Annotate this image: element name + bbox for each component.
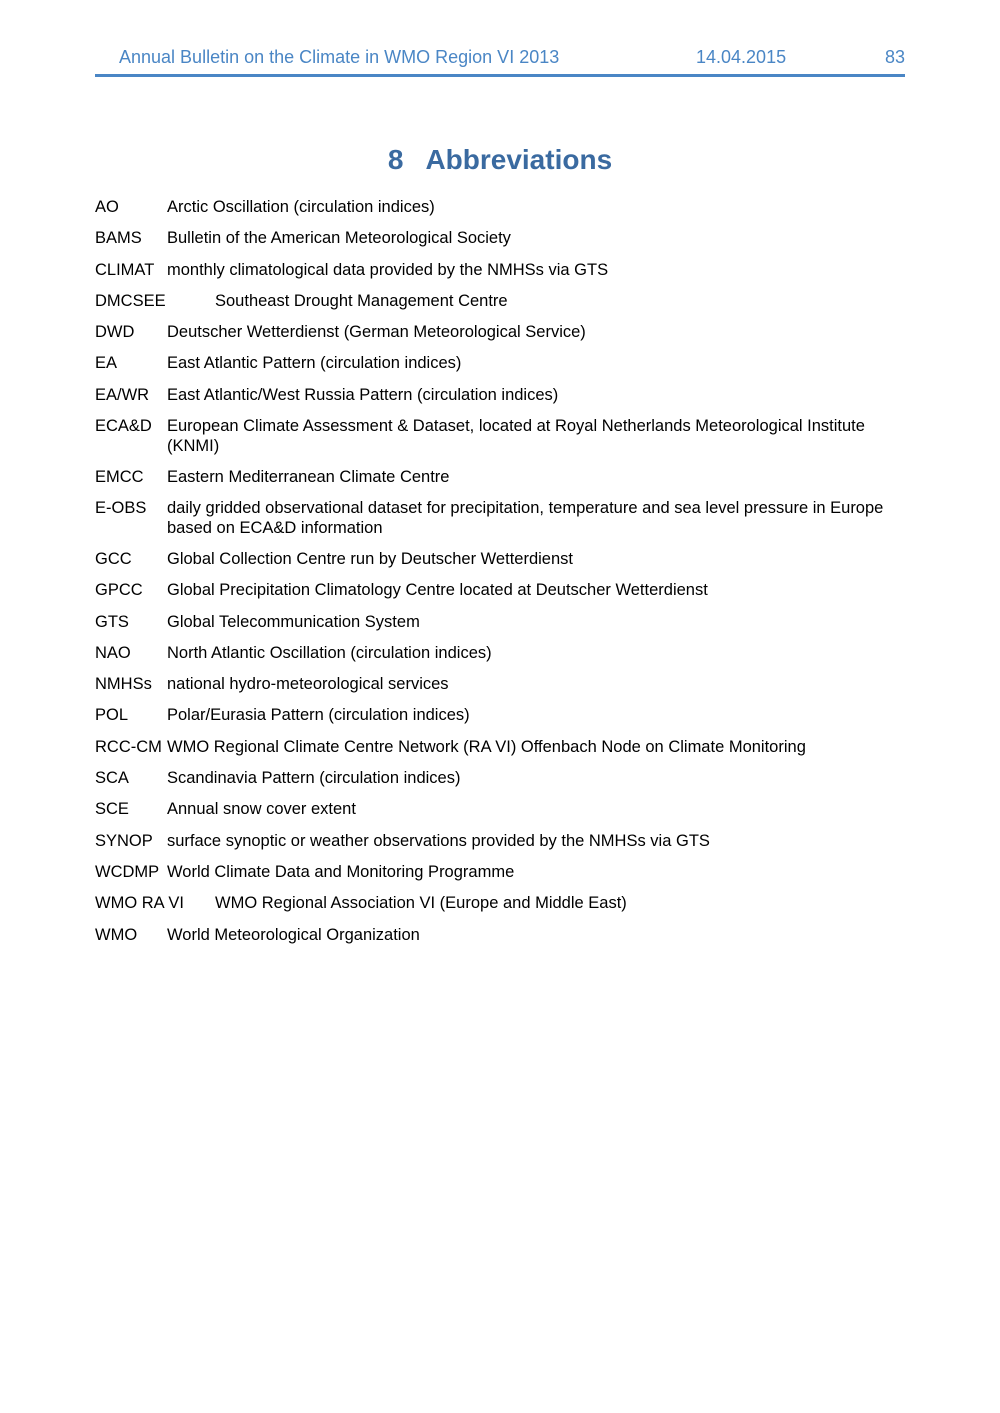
abbreviation-term: NAO — [95, 643, 131, 662]
abbreviation-term: GPCC — [95, 581, 143, 600]
abbreviation-entry — [95, 417, 905, 456]
abbreviation-term: SCE — [95, 800, 129, 819]
abbreviation-term: SYNOP — [95, 831, 153, 850]
abbreviation-definition: Global Precipitation Climatology Centre located at Deutscher Wetterdienst — [167, 581, 708, 600]
abbreviation-definition: surface synoptic or weather observations provided by the NMHSs via GTS — [167, 831, 710, 850]
abbreviation-entry — [95, 499, 905, 538]
abbreviation-term: NMHSs — [95, 675, 152, 694]
abbreviation-definition: World Climate Data and Monitoring Programme — [167, 862, 515, 881]
abbreviation-term: EA/WR — [95, 385, 150, 404]
abbreviation-entry — [95, 354, 905, 374]
abbreviation-term: DMCSEE — [95, 291, 166, 310]
abbreviation-entry — [95, 386, 905, 406]
header-date: 14.04.2015 — [696, 47, 787, 67]
abbreviation-definition: Annual snow cover extent — [167, 800, 356, 819]
abbreviation-entry — [95, 292, 905, 312]
abbreviation-definition: Arctic Oscillation (circulation indices) — [167, 198, 435, 216]
abbreviation-term: WCDMP — [95, 862, 160, 881]
abbreviation-entry — [95, 800, 905, 820]
abbreviation-definition: Global Collection Centre run by Deutscher Wetterdienst — [167, 549, 573, 568]
abbreviation-definition: monthly climatological data provided by the NMHSs via GTS — [167, 260, 609, 279]
abbreviation-entry — [95, 675, 905, 695]
abbreviation-term: EA — [95, 354, 118, 373]
abbreviation-entry — [95, 738, 905, 758]
abbreviation-term: EMCC — [95, 467, 144, 486]
abbreviation-entry — [95, 706, 905, 726]
abbreviation-entry — [95, 613, 905, 633]
chapter-number: 8 — [387, 144, 404, 175]
abbreviation-definition: WMO Regional Association VI (Europe and Middle East) — [215, 894, 627, 913]
abbreviation-definition: WMO Regional Climate Centre Network (RA VI) Offenbach Node on Climate Monitoring — [167, 737, 806, 756]
abbreviation-entry — [95, 926, 905, 946]
abbreviation-definition: daily gridded observational dataset for precipitation, temperature and sea level pressure in Europe based on ECA&D information — [167, 499, 884, 537]
header-title: Annual Bulletin on the Climate in WMO Region VI 2013 — [119, 47, 560, 67]
abbreviation-entry — [95, 261, 905, 281]
abbreviation-entry — [95, 468, 905, 488]
abbreviation-definition: national hydro-meteorological services — [167, 675, 449, 694]
abbreviation-term: AO — [95, 198, 119, 216]
abbreviation-term: POL — [95, 706, 129, 725]
abbreviation-term: CLIMAT — [95, 260, 155, 279]
abbreviation-entry — [95, 863, 905, 883]
abbreviation-entry — [95, 229, 905, 249]
abbreviation-entry — [95, 323, 905, 343]
abbreviation-definition: North Atlantic Oscillation (circulation indices) — [167, 643, 492, 662]
abbreviation-definition: Bulletin of the American Meteorological Society — [167, 229, 511, 248]
page-number: 83 — [884, 47, 905, 67]
abbreviation-definition: Southeast Drought Management Centre — [215, 291, 508, 310]
page-header — [95, 46, 905, 77]
abbreviation-entry — [95, 644, 905, 664]
abbreviation-definition: World Meteorological Organization — [167, 925, 420, 944]
abbreviation-definition: Eastern Mediterranean Climate Centre — [167, 467, 450, 486]
abbreviation-entry — [95, 832, 905, 852]
chapter-heading — [0, 144, 1000, 176]
abbreviation-entry — [95, 581, 905, 601]
abbreviation-list — [95, 198, 905, 957]
abbreviation-term: E-OBS — [95, 499, 147, 518]
abbreviation-term: SCA — [95, 769, 129, 788]
abbreviation-term: DWD — [95, 323, 135, 342]
abbreviation-definition: Global Telecommunication System — [167, 612, 420, 631]
abbreviation-term: GCC — [95, 549, 132, 568]
abbreviation-definition: Deutscher Wetterdienst (German Meteorological Service) — [167, 323, 586, 342]
abbreviation-term: WMO — [95, 925, 138, 944]
abbreviation-definition: European Climate Assessment & Dataset, located at Royal Netherlands Meteorological Institute (KNMI) — [167, 417, 865, 455]
abbreviation-term: ECA&D — [95, 417, 152, 436]
abbreviation-definition: Polar/Eurasia Pattern (circulation indices) — [167, 706, 470, 725]
chapter-title: Abbreviations — [425, 144, 613, 175]
abbreviation-definition: East Atlantic Pattern (circulation indices) — [167, 354, 462, 373]
abbreviation-term: RCC-CM — [95, 737, 162, 756]
abbreviation-entry — [95, 894, 905, 914]
abbreviation-definition: Scandinavia Pattern (circulation indices) — [167, 769, 461, 788]
abbreviation-entry — [95, 769, 905, 789]
abbreviation-entry — [95, 550, 905, 570]
abbreviation-term: BAMS — [95, 229, 142, 248]
abbreviation-term: WMO RA VI — [95, 894, 184, 913]
abbreviation-definition: East Atlantic/West Russia Pattern (circulation indices) — [167, 385, 559, 404]
abbreviation-entry — [95, 198, 905, 218]
abbreviation-term: GTS — [95, 612, 129, 631]
